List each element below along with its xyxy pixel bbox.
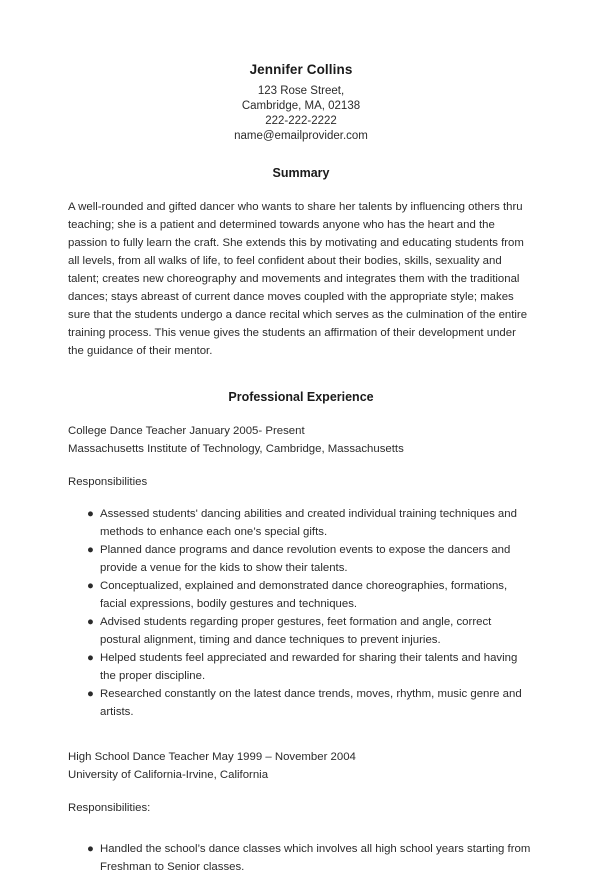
list-item: [68, 541, 534, 577]
resume-content: [68, 0, 534, 876]
job-employer: University of California-Irvine, California: [68, 769, 269, 781]
responsibilities-label: Responsibilities:: [68, 802, 151, 814]
job-title-and-dates: High School Dance Teacher May 1999 – November 2004: [68, 751, 356, 763]
responsibilities-label: Responsibilities: [68, 476, 148, 488]
bullet-dot-icon: ●: [87, 580, 94, 592]
list-item: [68, 577, 534, 613]
responsibilities-list: [68, 840, 534, 876]
list-item-text: Researched constantly on the latest dance trends, moves, rhythm, music genre and artists.: [100, 688, 522, 718]
list-item: [68, 685, 534, 721]
list-item-text: Planned dance programs and dance revolution events to expose the dancers and provide a venue for the kids to show their talents.: [100, 544, 511, 574]
list-item-text: Advised students regarding proper gestures, feet formation and angle, correct postural alignment, timing and dance techniques to prevent injuries.: [100, 616, 492, 646]
list-item-text: Conceptualized, explained and demonstrated dance choreographies, formations, facial expressions, bodily gestures and techniques.: [100, 580, 508, 610]
list-item: [68, 613, 534, 649]
job-title-and-dates: College Dance Teacher January 2005- Present: [68, 425, 305, 437]
contact-email: name@emailprovider.com: [234, 130, 368, 142]
section-heading-summary: Summary: [272, 166, 330, 180]
list-item: [68, 649, 534, 685]
bullet-dot-icon: ●: [87, 843, 94, 855]
contact-address-line: 123 Rose Street,: [257, 85, 345, 97]
contact-phone: 222-222-2222: [265, 115, 337, 127]
list-item: [68, 840, 534, 876]
list-item: [68, 505, 534, 541]
summary-paragraph: A well-rounded and gifted dancer who wants to share her talents by influencing others thru teaching; she is a patient and determined towards anyone who has the heart and the passion to fully learn the craft. She extends this by motivating and educating students from all levels, from all walks of life, to feel confident about their bodies, skills, sexuality and talent; creates new choreography and movements and integrates them with the traditional dances; stays abreast of current dance moves coupled with the appropriate style; makes sure that the students undergo a dance recital which serves as the culmination of the entire training process. This venue gives the students an affirmation of their development under the guidance of their mentor.: [68, 201, 528, 357]
job-entry: [68, 748, 534, 876]
list-item-text: Handled the school’s dance classes which involves all high school years starting from Freshman to Senior classes.: [100, 843, 531, 873]
bullet-dot-icon: ●: [87, 688, 94, 700]
section-heading-experience: Professional Experience: [228, 390, 374, 404]
bullet-dot-icon: ●: [87, 652, 94, 664]
responsibilities-list: [68, 505, 534, 721]
contact-city-state-zip: Cambridge, MA, 02138: [241, 100, 361, 112]
resume-header: [68, 0, 534, 144]
candidate-name: Jennifer Collins: [249, 62, 353, 77]
list-item-text: Helped students feel appreciated and rewarded for sharing their talents and having the proper discipline.: [100, 652, 518, 682]
bullet-dot-icon: ●: [87, 508, 94, 520]
list-item-text: Assessed students' dancing abilities and created individual training techniques and methods to enhance each one’s special gifts.: [100, 508, 517, 538]
job-employer: Massachusetts Institute of Technology, Cambridge, Massachusetts: [68, 443, 404, 455]
bullet-dot-icon: ●: [87, 544, 94, 556]
job-entry: [68, 422, 534, 721]
bullet-dot-icon: ●: [87, 616, 94, 628]
